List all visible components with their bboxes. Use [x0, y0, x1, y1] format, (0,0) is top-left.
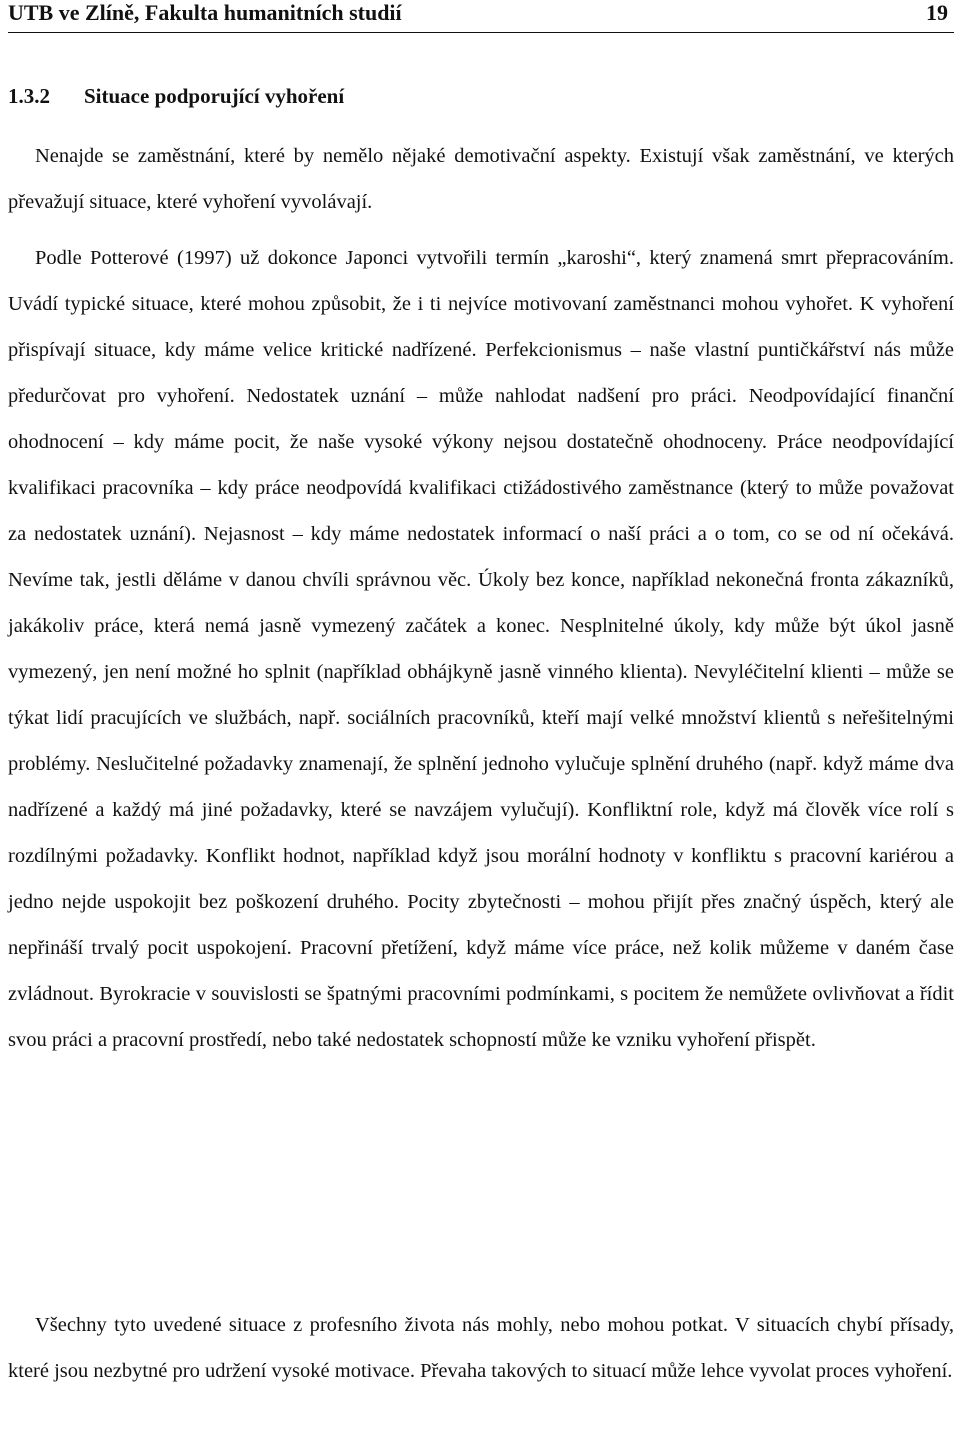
- paragraph: Nenajde se zaměstnání, které by nemělo nějaké demotivační aspekty. Existují však zaměstnání, ve kterých převažují situace, které vyhoření vyvolávají.: [8, 145, 954, 213]
- paragraph: Všechny tyto uvedené situace z profesního života nás mohly, nebo mohou potkat. V situacích chybí přísady, které jsou nezbytné pro udržení vysoké motivace. Převaha takových to situací může lehce vyvolat proces vyhoření.: [8, 1314, 954, 1382]
- page-header: [8, 0, 954, 33]
- page-number: 19: [926, 0, 948, 25]
- paragraph: Podle Potterové (1997) už dokonce Japonci vytvořili termín „karoshi“, který znamená smrt přepracováním. Uvádí typické situace, které mohou způsobit, že i ti nejvíce motivovaní zaměstnanci mohou vyhořet. K vyhoření přispívají situace, kdy máme velice kritické nadřízené. Perfekcionismus – naše vlastní puntičkářství nás může předurčovat pro vyhoření. Nedostatek uznání – může nahlodat nadšení pro práci. Neodpovídající finanční ohodnocení – kdy máme pocit, že naše vysoké výkony nejsou dostatečně ohodnoceny. Práce neodpovídající kvalifikaci pracovníka – kdy práce neodpovídá kvalifikaci ctižádostivého zaměstnance (který to může považovat za nedostatek uznání). Nejasnost – kdy máme nedostatek informací o naší práci a o tom, co se od ní očekává. Nevíme tak, jestli děláme v danou chvíli správnou věc. Úkoly bez konce, například nekonečná fronta zákazníků, jakákoliv práce, která nemá jasně vymezený začátek a konec. Nesplnitelné úkoly, kdy může být úkol jasně vymezený, jen není možné ho splnit (například obhájkyně jasně vinného klienta). Nevyléčitelní klienti – může se týkat lidí pracujících ve službách, např. sociálních pracovníků, kteří mají velké množství klientů s neřešitelnými problémy. Neslučitelné požadavky znamenají, že splnění jednoho vylučuje splnění druhého (např. když máme dva nadřízené a každý má jiné požadavky, které se navzájem vylučují). Konfliktní role, když má člověk více rolí s rozdílnými požadavky. Konflikt hodnot, například když jsou morální hodnoty v konfliktu s pracovní kariérou a jedno nejde uspokojit bez poškození druhého. Pocity zbytečnosti – mohou přijít přes značný úspěch, který ale nepřináší trvalý pocit uspokojení. Pracovní přetížení, když máme více práce, než kolik můžeme v daném čase zvládnout. Byrokracie v souvislosti se špatnými pracovními podmínkami, s pocitem že nemůžete ovlivňovat a řídit svou práci a pracovní prostředí, nebo také nedostatek schopností může ke vzniku vyhoření přispět.: [8, 247, 954, 1051]
- section-title: Situace podporující vyhoření: [84, 84, 345, 108]
- header-title: UTB ve Zlíně, Fakulta humanitních studií: [8, 0, 402, 25]
- section-heading: [8, 82, 344, 110]
- section-number: 1.3.2: [8, 84, 50, 108]
- document-page: [8, 0, 954, 1382]
